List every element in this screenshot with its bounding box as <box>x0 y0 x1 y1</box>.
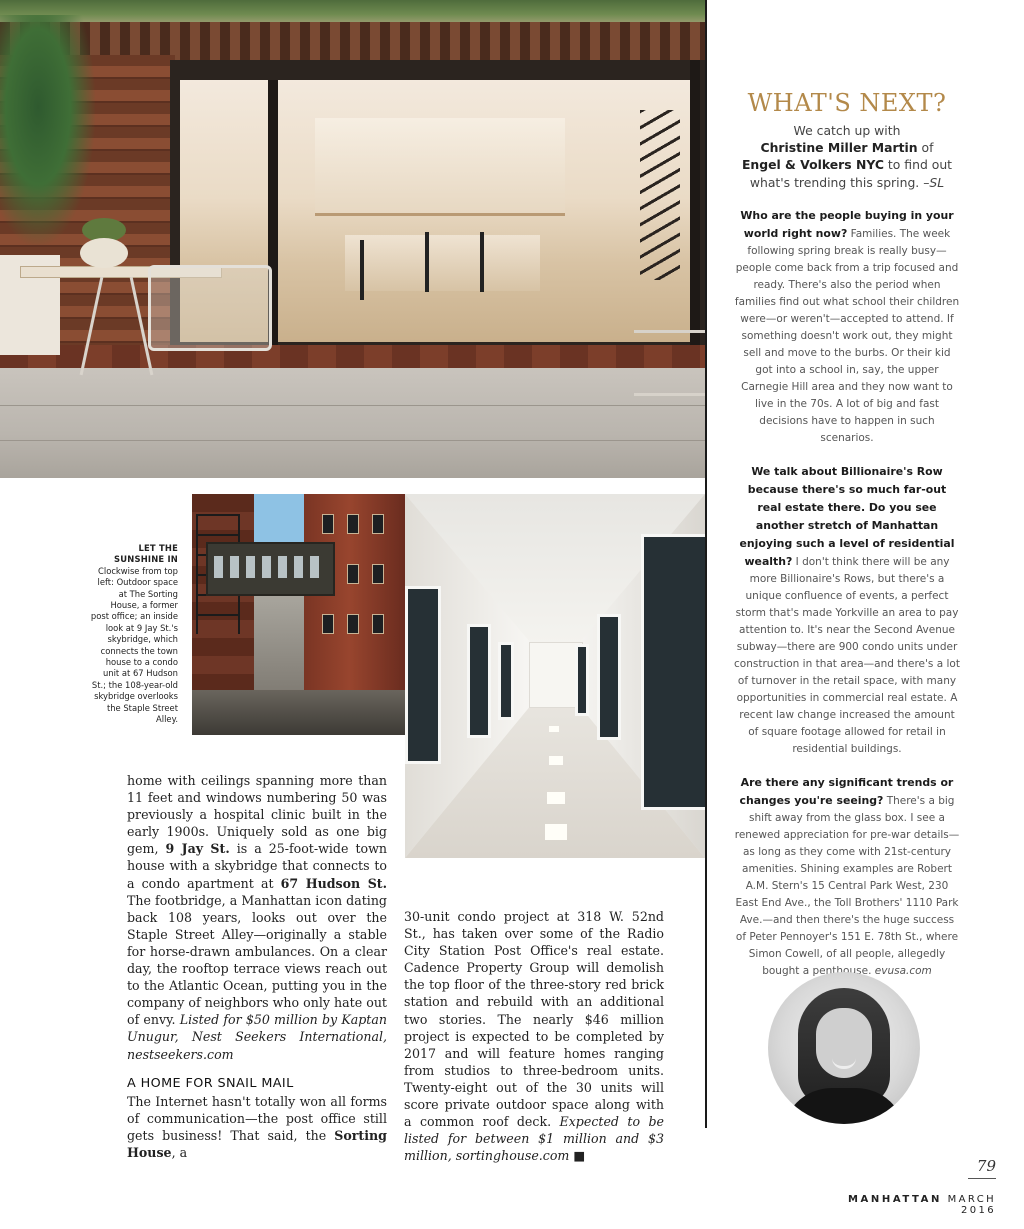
floor-light-patch <box>547 792 565 804</box>
building-window <box>347 614 359 634</box>
listing-credit: Listed for $50 million by Kaptan Unugur, Nest Seekers International, nestseekers.com <box>127 1012 387 1062</box>
answer: There's a big shift away from the glass box. I see a renewed appreciation for pre-war details—as long as they come with 21st-century amenities. Shining examples are Robert A.M. Stern's 15 Central Park West, 230 East End Ave., the Toll Brothers' 1110 Park Ave.—and then there's the huge success of Peter Pennoyer's 151 E. 78th St., where Simon Cowell, of all people, allegedly bought a penthouse. <box>734 794 960 977</box>
page-number: 79 <box>976 1157 996 1175</box>
sidebar-title: WHAT'S NEXT? <box>747 89 947 117</box>
caption-text: Clockwise from top left: Outdoor space at The Sorting House, a former post office; an inside look at 9 Jay St.'s skybridge, which connects the town house to a condo unit at 67 Hudson St.; the 108-year-old skybridge overlooks the Staple Street Alley. <box>90 565 178 725</box>
qa-item <box>734 207 960 447</box>
building-window <box>322 614 334 634</box>
corridor-window <box>467 624 491 738</box>
sidebar-intro <box>734 122 960 191</box>
kitchen-island <box>345 235 540 291</box>
website-link: evusa.com <box>874 964 932 977</box>
question: Who are the people buying in your world right now? <box>740 208 954 240</box>
building-window <box>322 514 334 534</box>
article-paragraph <box>127 1093 387 1161</box>
article-text: , a <box>171 1144 188 1160</box>
question: Are there any significant trends or changes you're seeing? <box>739 775 954 807</box>
intro-text: of <box>921 140 934 156</box>
listing-credit: Expected to be listed for between $1 million and $3 million, sortinghouse.com <box>404 1114 664 1164</box>
sidebar-whats-next <box>734 88 960 996</box>
floor-light-patch <box>549 726 559 732</box>
building-window <box>347 514 359 534</box>
skybridge <box>206 542 335 596</box>
door-mullion <box>690 60 700 350</box>
folio-line <box>810 1194 996 1216</box>
article-text: home with ceilings spanning more than 11 feet and windows numbering 50 was previously a hospital clinic built in the early 1900s. Uniquely sold as one big gem, <box>127 773 387 857</box>
photo-caption <box>90 543 178 726</box>
address-67-hudson-st: 67 Hudson St. <box>280 875 387 891</box>
skybridge-corridor-photo <box>405 494 705 858</box>
article-paragraph <box>127 772 387 1063</box>
issue-date: MARCH 2016 <box>947 1194 996 1216</box>
corridor-window <box>498 642 514 720</box>
folio-rule <box>968 1178 996 1179</box>
interviewee-portrait <box>768 972 920 1124</box>
magazine-name: MANHATTAN <box>847 1194 942 1205</box>
bar-stool <box>425 232 429 292</box>
section-heading: A HOME FOR SNAIL MAIL <box>127 1075 294 1091</box>
address-9-jay-st: 9 Jay St. <box>165 841 230 857</box>
stone-patio <box>0 368 705 478</box>
corridor-window <box>641 534 705 810</box>
floor-light-patch <box>549 756 563 765</box>
article-paragraph <box>404 908 664 1164</box>
qa-item <box>734 774 960 980</box>
caption-title: LET THE SUNSHINE IN <box>114 543 178 565</box>
patio-joint <box>0 440 705 441</box>
property-sorting-house: Sorting House <box>127 1127 387 1160</box>
portrait-jacket <box>782 1088 906 1124</box>
bar-stool <box>360 240 364 300</box>
building-window <box>372 514 384 534</box>
skybridge-exterior-photo <box>192 494 405 735</box>
building-window <box>372 564 384 584</box>
end-mark: ■ <box>573 1148 586 1164</box>
building-window <box>372 614 384 634</box>
corridor-window <box>597 614 621 740</box>
qa-item <box>734 463 960 758</box>
intro-text: We catch up with <box>793 123 901 138</box>
article-column-2 <box>404 908 664 1164</box>
article-column-1 <box>127 772 387 1161</box>
question: We talk about Billionaire's Row because there's so much far-out real estate there. Do you see another stretch of Manhattan enjoying such a level of residential wealth? <box>739 464 955 568</box>
author-signature: –SL <box>923 174 945 190</box>
outdoor-chair <box>148 265 272 351</box>
patio-joint <box>0 405 705 406</box>
interviewee-name: Christine Miller Martin <box>760 140 918 156</box>
outdoor-lounger <box>634 330 705 396</box>
hero-photo-sorting-house-terrace <box>0 0 705 478</box>
planter-pot <box>80 238 128 268</box>
answer: I don't think there will be any more Billionaire's Rows, but there's a unique confluence of events, a perfect storm that's made Yorkville an area to pay attention to. It's near the Second Avenue subway—there are 900 condo units under construction in that area—and there's a lot of turnover in the retail space, with many opportunities in commercial real estate. A recent law change increased the amount of square footage allowed for retail in residential buildings. <box>734 555 960 755</box>
answer: Families. The week following spring break is really busy—people come back from a trip focused and ready. There's also the period when families find out what school their children were—or weren't—accepted to attend. If something doesn't work out, they might sell and move to the burbs. Or their kid got into a school in, say, the upper Carnegie Hill area and they now want to live in the 70s. A lot of big and fast decisions have to happen in such scenarios. <box>734 227 960 444</box>
column-divider-rule <box>705 0 707 1128</box>
bar-stool <box>480 232 484 292</box>
corridor-window <box>405 586 441 764</box>
floor-light-patch <box>545 824 567 840</box>
article-text: The Internet hasn't totally won all forms of communication—the post office still gets business! That said, the <box>127 1093 387 1143</box>
corridor-window <box>575 644 589 716</box>
kitchen-cabinets <box>315 118 565 216</box>
building-window <box>347 564 359 584</box>
street <box>192 690 405 735</box>
staircase <box>640 110 680 280</box>
interviewee-firm: Engel & Volkers NYC <box>741 157 884 173</box>
article-text: is a 25-foot-wide town house with a skybridge that connects to a condo apartment at <box>127 841 387 891</box>
potted-tree <box>0 15 95 245</box>
article-text: 30-unit condo project at 318 W. 52nd St., has taken over some of the Radio City Station Post Office's real estate. Cadence Property Group will demolish the top floor of the three-story red brick station and rebuild with an additional two stories. The nearly $46 million project is expected to be completed by 2017 and will feature homes ranging from studios to three-bedroom units. Twenty-eight out of the 30 units will score private outdoor space along with a common roof deck. <box>404 909 664 1130</box>
intro-text: to find out what's trending this spring. <box>749 157 953 190</box>
article-text: The footbridge, a Manhattan icon dating back 108 years, looks out over the Staple Street Alley—originally a stable for horse-drawn ambulances. On a clear day, the rooftop terrace views reach out to the Atlantic Ocean, putting you in the company of neighbors who only hate out of envy. <box>127 892 387 1028</box>
